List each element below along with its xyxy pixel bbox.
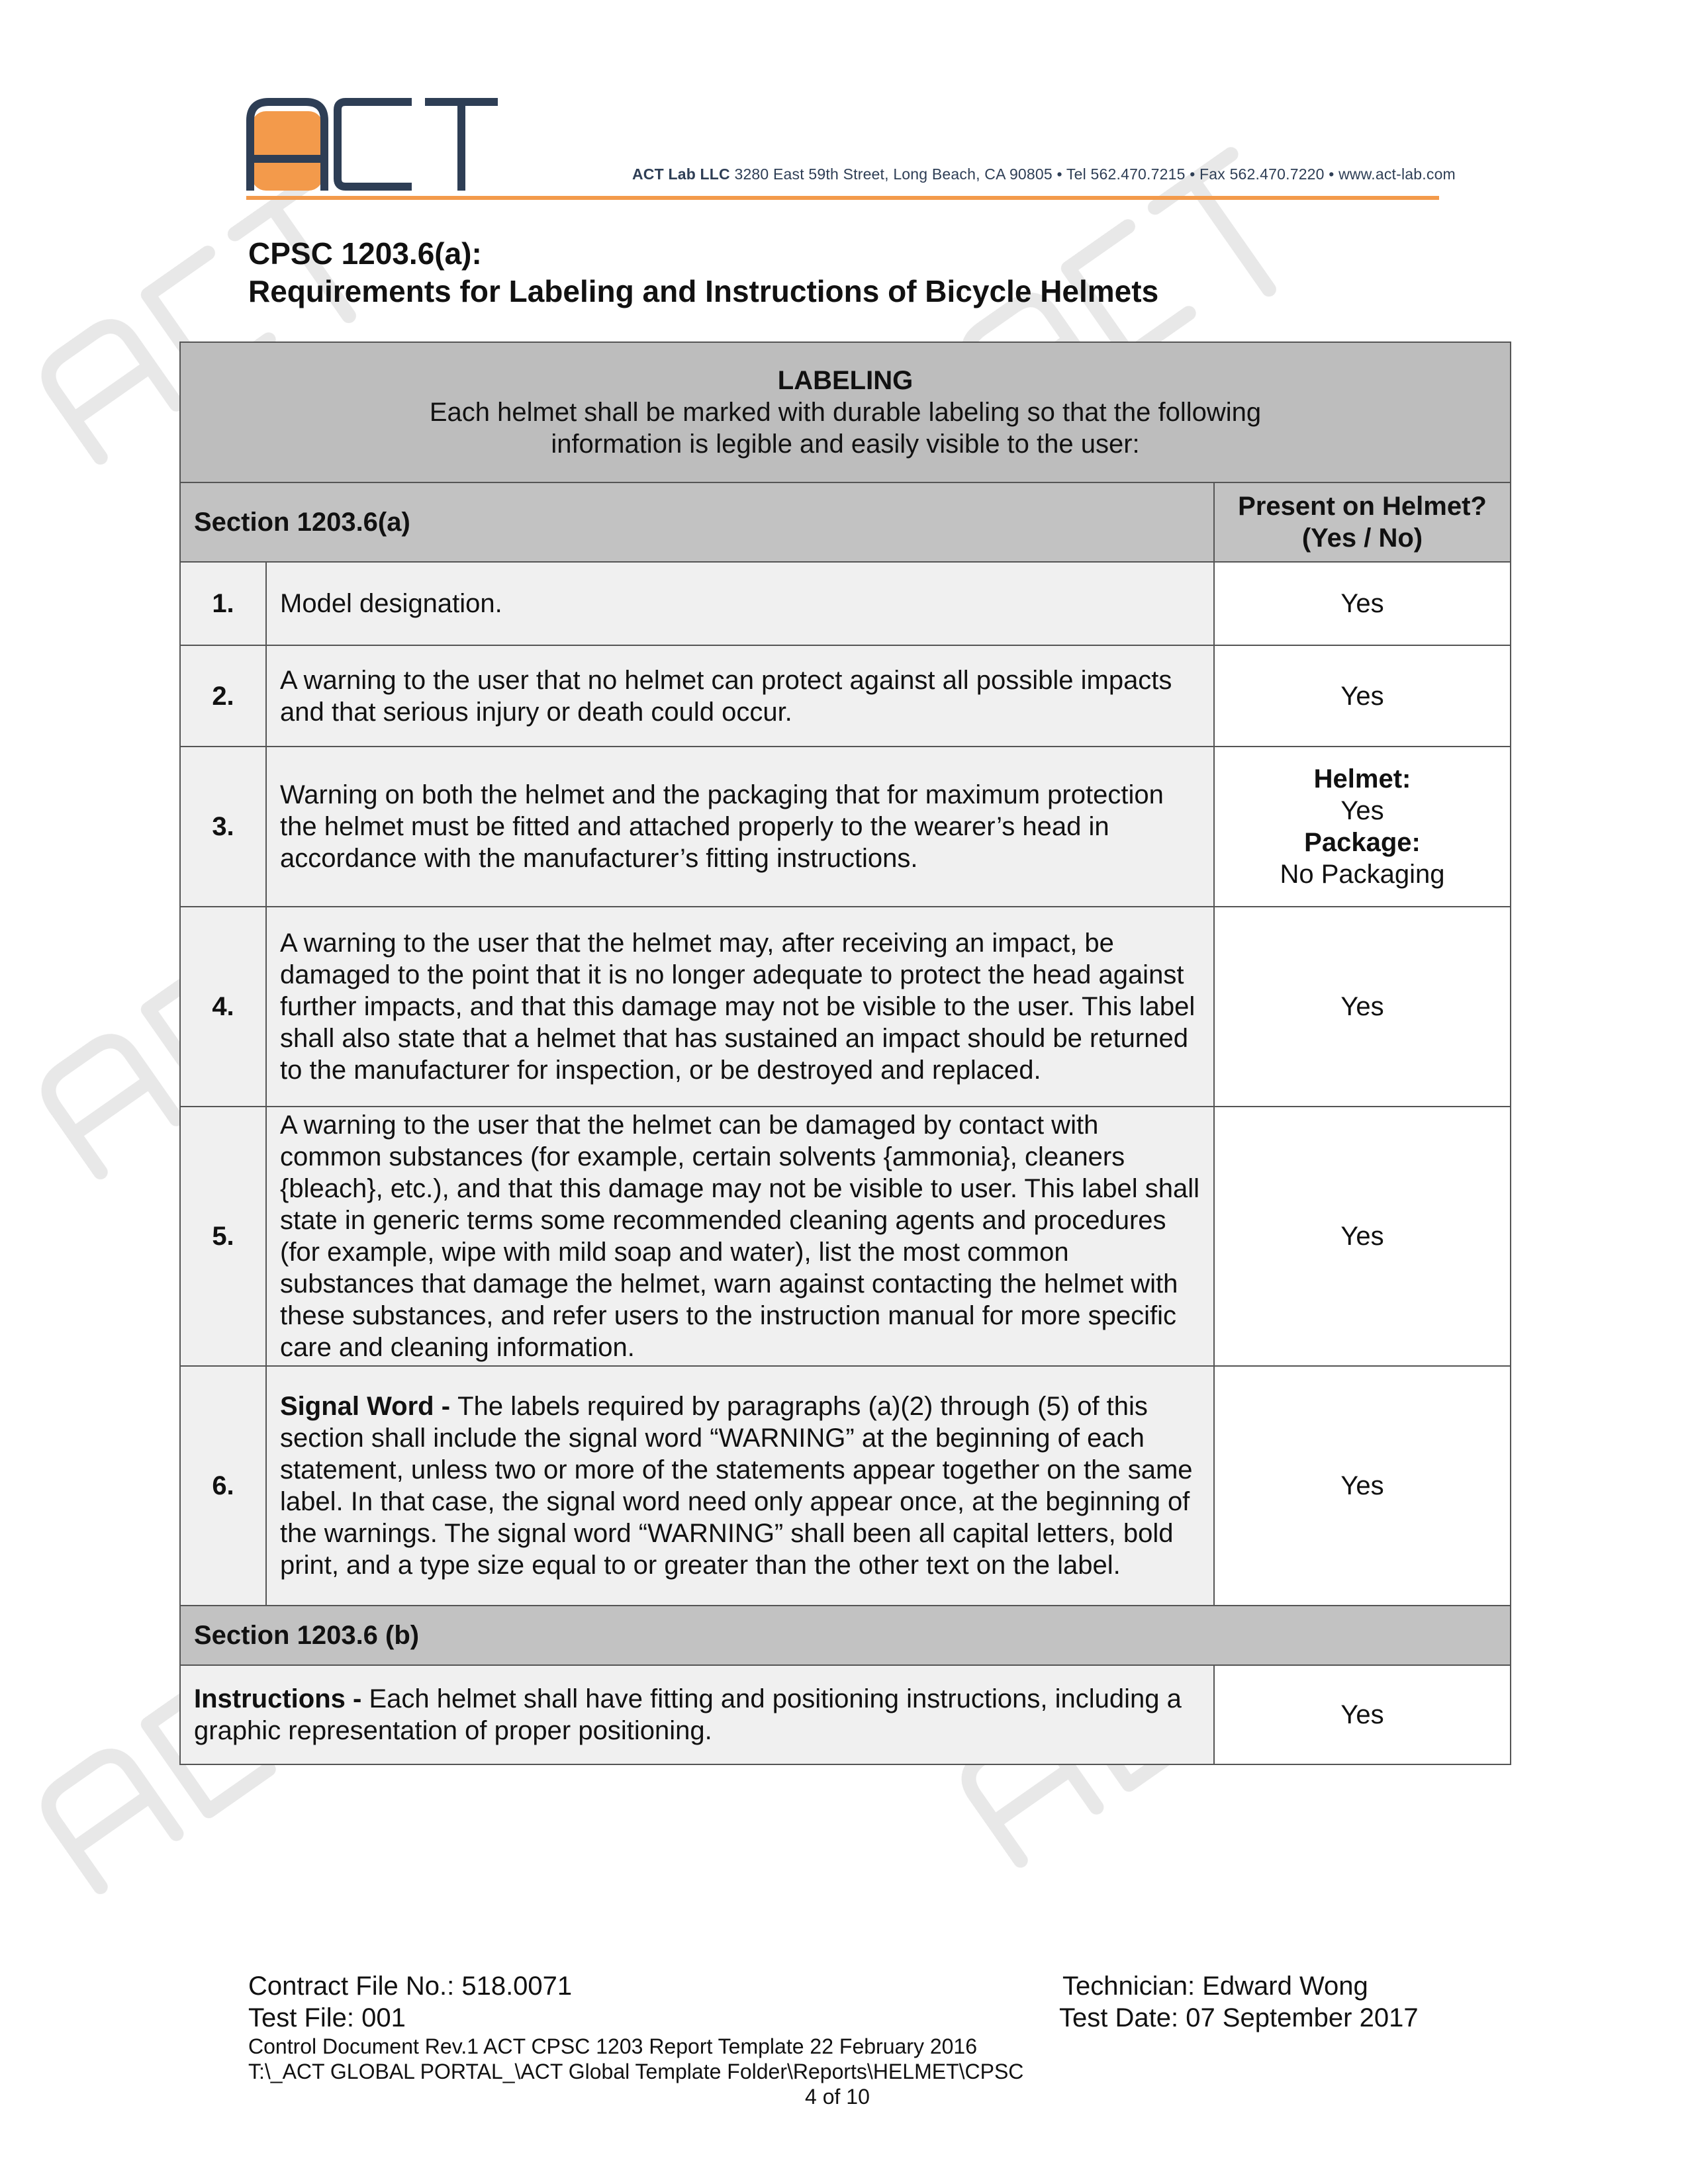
act-logo [246,98,499,191]
answer-cell: Yes [1214,1366,1511,1606]
page-number: 4 of 10 [805,2085,870,2109]
section-b-row [180,1606,1511,1665]
requirement-text [266,1366,1214,1606]
row-number: 4. [180,907,266,1107]
helmet-value: Yes [1340,796,1384,825]
row-number: 3. [180,747,266,907]
answer-cell: Yes [1214,645,1511,747]
requirement-text: A warning to the user that no helmet can protect against all possible impacts and that serious injury or death could occur. [266,645,1214,747]
requirement-text: A warning to the user that the helmet may, after receiving an impact, be damaged to the point that it is no longer adequate to protect the head against further impacts, and that this damage may not be visible to the user. This label shall also state that a helmet that has sustained an impact should be returned to the manufacturer for inspection, or be destroyed and replaced. [266,907,1214,1107]
page-title [248,235,1158,310]
row-number: 1. [180,562,266,645]
package-value: No Packaging [1280,860,1445,889]
labeling-banner [180,342,1511,482]
row-number: 2. [180,645,266,747]
title-line-1: CPSC 1203.6(a): [248,236,482,271]
table-row [180,747,1511,907]
present-header-line-1: Present on Helmet? [1238,492,1487,521]
table-row [180,645,1511,747]
company-name: ACT Lab LLC [632,165,730,183]
test-file: Test File: 001 [248,2003,406,2032]
requirement-text: Warning on both the helmet and the packaging that for maximum protection the helmet must be fitted and attached properly to the wearer’s head in accordance with the manufacturer’s fitting instructions. [266,747,1214,907]
instructions-body: Each helmet shall have fitting and positioning instructions, including a graphic representation of proper positioning. [194,1684,1182,1745]
answer-cell: Yes [1214,1107,1511,1366]
signal-word-lead: Signal Word - [280,1392,458,1421]
header-address-line [632,165,1456,183]
requirement-text: A warning to the user that the helmet can be damaged by contact with common substances (for example, certain solvents {ammonia}, cleaners {bleach}, etc.), and that this damage may not be visible to user. This label shall state in generic terms some recommended cleaning agents and procedures (for example, wipe with mild soap and water), list the most common substances that damage the helmet, warn against contacting the helmet with these substances, and refer users to the instruction manual for more specific care and cleaning information. [266,1107,1214,1366]
answer-cell [1214,747,1511,907]
file-path: T:\_ACT GLOBAL PORTAL_\ACT Global Template Folder\Reports\HELMET\CPSC [248,2060,1024,2083]
banner-line-2: information is legible and easily visible to the user: [551,430,1140,459]
company-address: 3280 East 59th Street, Long Beach, CA 90805 • Tel 562.470.7215 • Fax 562.470.7220 • www.act-lab.com [734,165,1456,183]
table-row [180,1107,1511,1366]
row-number: 5. [180,1107,266,1366]
instructions-text [180,1665,1214,1764]
instructions-lead: Instructions - [194,1684,369,1713]
section-b-header: Section 1203.6 (b) [180,1606,1511,1665]
section-a-header: Section 1203.6(a) [180,482,1214,562]
banner-title: LABELING [777,366,914,395]
present-header-line-2: (Yes / No) [1301,523,1423,553]
banner-line-1: Each helmet shall be marked with durable labeling so that the following [429,398,1262,427]
instructions-row [180,1665,1511,1764]
signal-word-text: The labels required by paragraphs (a)(2) through (5) of this section shall include the signal word “WARNING” at the beginning of each statement, unless two or more of the statements appear together on the same label. In that case, the signal word need only appear once, at the beginning of the warnings. The signal word “WARNING” shall been all capital letters, bold print, and a type size equal to or greater than the other text on the label. [280,1392,1193,1580]
answer-cell: Yes [1214,1665,1511,1764]
requirement-text: Model designation. [266,562,1214,645]
answer-cell: Yes [1214,907,1511,1107]
act-logo-icon [246,98,499,191]
contract-file: Contract File No.: 518.0071 [248,1972,573,2001]
present-column-header [1214,482,1511,562]
table-row [180,562,1511,645]
header-rule [246,196,1439,200]
table-banner-row [180,342,1511,482]
table-row [180,907,1511,1107]
title-line-2: Requirements for Labeling and Instructions of Bicycle Helmets [248,274,1159,308]
row-number: 6. [180,1366,266,1606]
table-row [180,1366,1511,1606]
labeling-table [179,341,1511,1765]
table-header-row [180,482,1511,562]
answer-cell: Yes [1214,562,1511,645]
technician: Technician: Edward Wong [1062,1972,1368,2001]
test-date: Test Date: 07 September 2017 [1059,2003,1419,2032]
package-label: Package: [1304,828,1421,857]
helmet-label: Helmet: [1313,764,1411,794]
control-document: Control Document Rev.1 ACT CPSC 1203 Report Template 22 February 2016 [248,2034,978,2058]
